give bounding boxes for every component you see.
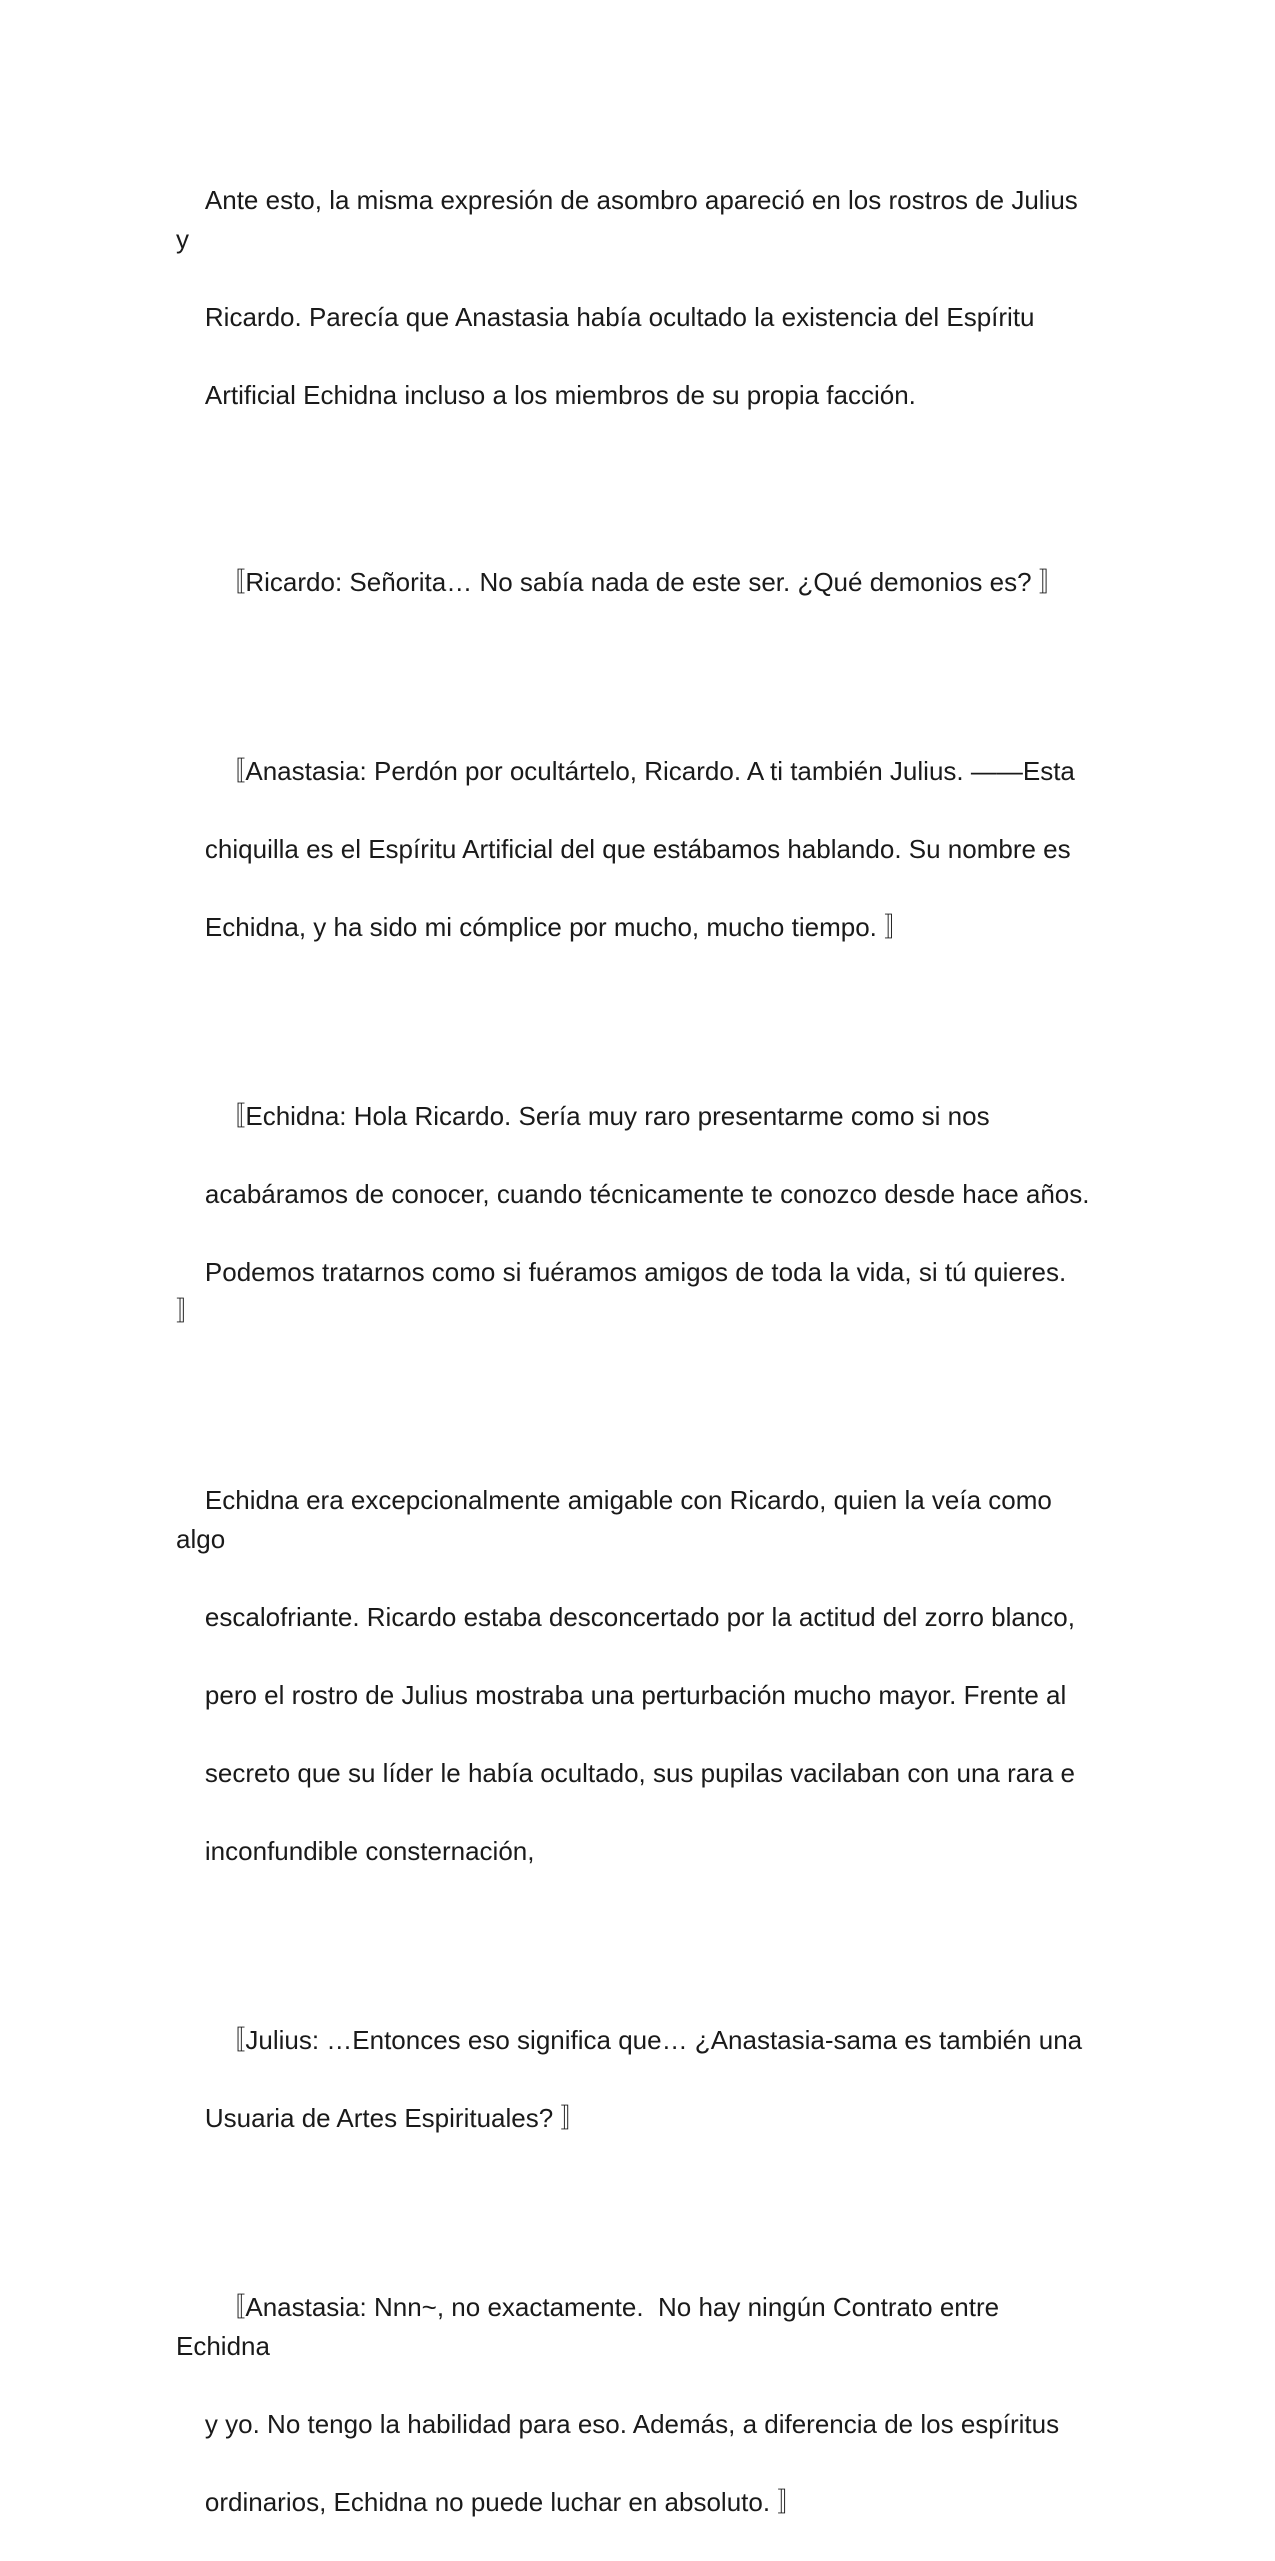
text-line: Usuaria de Artes Espirituales? 〛 [204,2103,587,2133]
text-line: 〚Anastasia: Nnn~, no exactamente. No hay ningún Contrato entre Echidna [176,2292,1007,2361]
text-line: chiquilla es el Espíritu Artificial del que estábamos hablando. Su nombre es [204,834,1071,864]
text-line: y yo. No tengo la habilidad para eso. Además, a diferencia de los espíritus [204,2409,1060,2439]
text-line: Ricardo. Parecía que Anastasia había ocultado la existencia del Espíritu [204,302,1035,332]
text-line: 〚Anastasia: Perdón por ocultártelo, Ricardo. A ti también Julius. ——Esta [204,756,1075,786]
text-line: Echidna, y ha sido mi cómplice por mucho, mucho tiempo. 〛 [204,912,911,942]
paragraph-dialogue-anastasia-1 [176,713,1096,986]
text-line: ordinarios, Echidna no puede luchar en absoluto. 〛 [204,2487,804,2517]
text-line: escalofriante. Ricardo estaba desconcertado por la actitud del zorro blanco, [204,1602,1075,1632]
paragraph-narration-2 [176,1442,1096,1910]
paragraph-dialogue-anastasia-2 [176,2249,1096,2561]
text-line: 〚Ricardo: Señorita… No sabía nada de este ser. ¿Qué demonios es? 〛 [204,567,1065,597]
text-line: 〚Julius: …Entonces eso significa que… ¿Anastasia-sama es también una [204,2025,1083,2055]
paragraph-gap [176,2177,1096,2249]
text-line: 〚Echidna: Hola Ricardo. Sería muy raro presentarme como si nos [204,1101,990,1131]
paragraph-dialogue-ricardo-1 [176,524,1096,641]
paragraph-narration-1 [176,142,1096,454]
paragraph-gap [176,1910,1096,1982]
text-line: secreto que su líder le había ocultado, sus pupilas vacilaban con una rara e [204,1758,1076,1788]
text-line: Echidna era excepcionalmente amigable con Ricardo, quien la veía como algo [176,1485,1060,1554]
paragraph-gap [176,1370,1096,1442]
document-page [176,142,1096,2561]
text-line: inconfundible consternación, [204,1836,535,1866]
paragraph-dialogue-julius-1 [176,1982,1096,2177]
paragraph-dialogue-echidna-1 [176,1058,1096,1370]
text-line: pero el rostro de Julius mostraba una perturbación mucho mayor. Frente al [204,1680,1067,1710]
paragraph-gap [176,454,1096,524]
paragraph-gap [176,641,1096,713]
text-line: Ante esto, la misma expresión de asombro apareció en los rostros de Julius y [176,185,1086,254]
text-line: Artificial Echidna incluso a los miembros de su propia facción. [204,380,916,410]
paragraph-gap [176,986,1096,1058]
text-line: acabáramos de conocer, cuando técnicamente te conozco desde hace años. [204,1179,1090,1209]
text-line: Podemos tratarnos como si fuéramos amigos de toda la vida, si tú quieres. 〛 [176,1257,1074,1326]
